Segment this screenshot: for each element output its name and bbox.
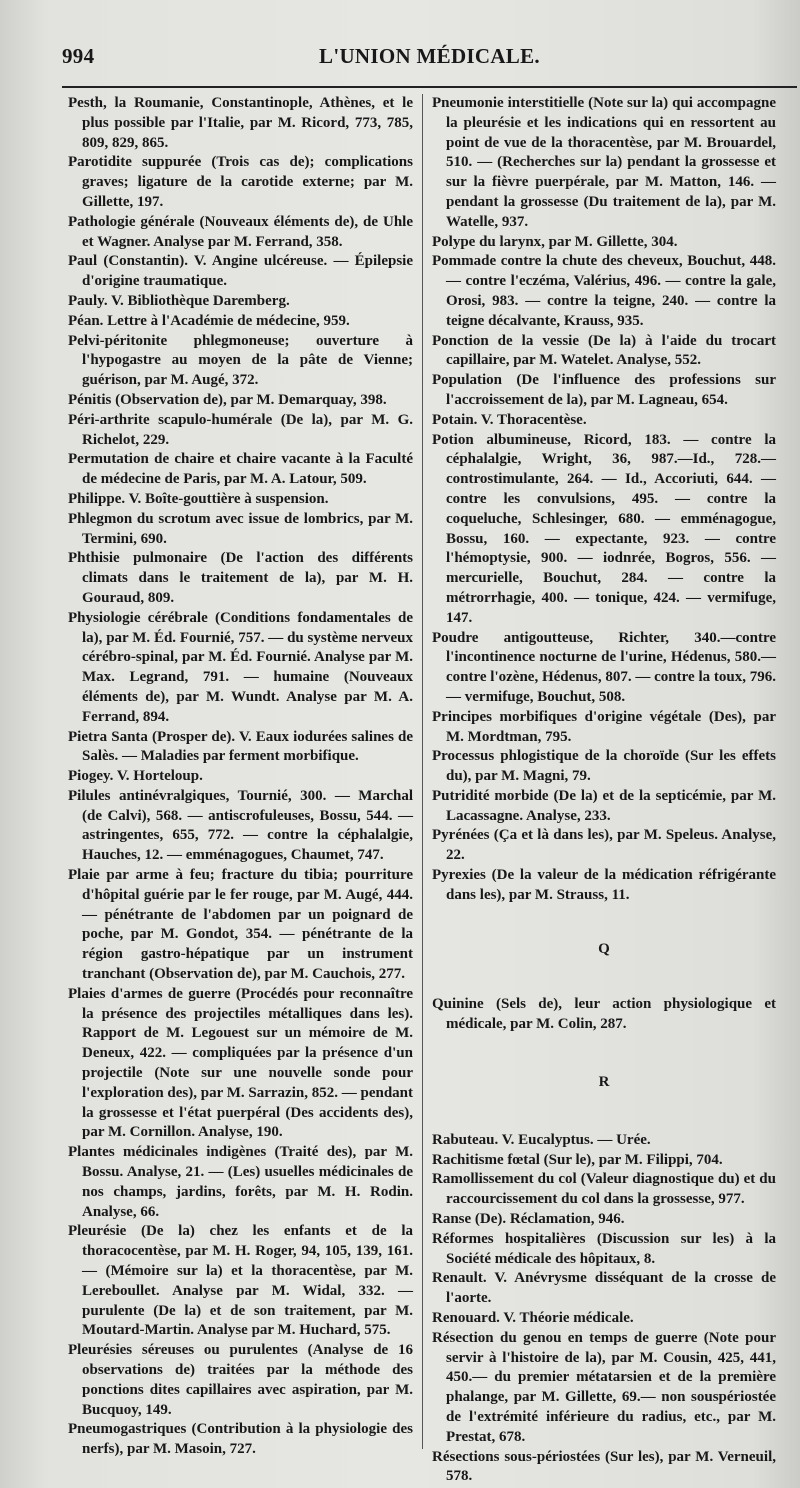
right-column xyxy=(432,94,776,1487)
index-entry: Pelvi-péritonite phlegmoneuse; ouverture à l'hypogastre au moyen de la pâte de Vienne; guérison, par M. Augé, 372. xyxy=(68,332,413,389)
index-entry: Potain. V. Thoracentèse. xyxy=(432,411,587,428)
index-entry: Réformes hospitalières (Discussion sur les) à la Société médicale des hôpitaux, 8. xyxy=(432,1230,776,1267)
index-entry: Résections sous-périostées (Sur les), par M. Verneuil, 578. xyxy=(432,1448,776,1485)
index-entry: Quinine (Sels de), leur action physiologique et médicale, par M. Colin, 287. xyxy=(432,996,776,1033)
page-number: 994 xyxy=(62,44,95,68)
index-entry: Piogey. V. Horteloup. xyxy=(68,768,203,785)
journal-title: L'UNION MÉDICALE. xyxy=(319,44,540,68)
index-entry: Pénitis (Observation de), par M. Demarquay, 398. xyxy=(68,391,387,408)
index-entry: Paul (Constantin). V. Angine ulcéreuse. — Épilepsie d'origine traumatique. xyxy=(68,253,413,290)
index-entry: Pyrexies (De la valeur de la médication réfrigérante dans les), par M. Strauss, 11. xyxy=(432,867,776,903)
index-entry: Rabuteau. V. Eucalyptus. — Urée. xyxy=(432,1131,651,1148)
index-entry: Phlegmon du scrotum avec issue de lombrics, par M. Termini, 690. xyxy=(68,510,413,547)
index-entry: Parotidite suppurée (Trois cas de); complications graves; ligature de la carotide externe; par M. Gillette, 197. xyxy=(68,154,413,210)
index-entry: Pneumogastriques (Contribution à la physiologie des nerfs), par M. Masoin, 727. xyxy=(68,1421,413,1458)
index-entry: Ramollissement du col (Valeur diagnostique du) et du raccourcissement du col dans la grossesse, 977. xyxy=(432,1171,776,1208)
index-entry: Plaie par arme à feu; fracture du tibia; pourriture d'hôpital guérie par le fer rouge, par M. Augé, 444. — pénétrante de l'abdomen par un poignard de poche, par M. Gondot, 354. — pénétrante de la région gastro-hépatique par un instrument tranchant (Observation de), par M. Cauchois, 277. xyxy=(68,867,413,983)
index-entry: Renouard. V. Théorie médicale. xyxy=(432,1310,634,1327)
index-entry: Putridité morbide (De la) et de la septicémie, par M. Lacassagne. Analyse, 233. xyxy=(432,787,776,824)
index-entry: Physiologie cérébrale (Conditions fondamentales de la), par M. Éd. Fournié, 757. — du système nerveux cérébro-spinal, par M. Éd. Fournié. Analyse par M. Max. Legrand, 791. — humaine (Nouveaux éléments de), par M. Wundt. Analyse par M. A. Ferrand, 894. xyxy=(68,609,413,725)
index-entry: Plaies d'armes de guerre (Procédés pour reconnaître la présence des projectiles métalliques dans les). Rapport de M. Legouest sur un mémoire de M. Deneux, 422. — compliquées par la présence d'un projectile (Note sur une nouvelle sonde pour l'exploration des), par M. Sarrazin, 852. — pendant la grossesse et l'état puerpéral (Des accidents des), par M. Cornillon. Analyse, 190. xyxy=(68,985,413,1141)
index-entry: Pilules antinévralgiques, Tournié, 300. — Marchal (de Calvi), 568. — antiscrofuleuses, Bossu, 544. — astringentes, 655, 772. — contre la céphalalgie, Hauches, 12. — emménagogues, Chaumet, 747. xyxy=(68,787,413,864)
header-rule xyxy=(62,86,797,88)
left-column xyxy=(68,94,413,1460)
index-entry: Pathologie générale (Nouveaux éléments de), de Uhle et Wagner. Analyse par M. Ferrand, 358. xyxy=(68,213,413,250)
index-entry: Principes morbifiques d'origine végétale (Des), par M. Mordtman, 795. xyxy=(432,708,776,745)
index-entry: Péan. Lettre à l'Académie de médecine, 959. xyxy=(68,312,350,329)
index-entry: Pneumonie interstitielle (Note sur la) qui accompagne la pleurésie et les indications qui en ressortent au point de vue de la thoracentèse, par M. Brouardel, 510. — (Recherches sur la) pendant la grossesse et sur la fièvre puerpérale, par M. Matton, 146. — pendant la grossesse (Du traitement de la), par M. Watelle, 937. xyxy=(432,95,776,230)
index-entry: Polype du larynx, par M. Gillette, 304. xyxy=(432,233,678,250)
section-p-entries xyxy=(432,94,776,906)
index-entry: Pleurésie (De la) chez les enfants et de la thoracocentèse, par M. H. Roger, 94, 105, 139, 161. — (Mémoire sur la) et la thoracentèse, par M. Lereboullet. Analyse par M. Widal, 332. — purulente (De la) et de son traitement, par M. Moutard-Martin. Analyse par M. Huchard, 575. xyxy=(68,1223,413,1339)
index-entry: Pauly. V. Bibliothèque Daremberg. xyxy=(68,292,290,309)
index-entry: Philippe. V. Boîte-gouttière à suspension. xyxy=(68,490,329,507)
index-entry: Phthisie pulmonaire (De l'action des différents climats dans le traitement de la), par M. H. Gouraud, 809. xyxy=(68,550,413,606)
index-entry: Ponction de la vessie (De la) à l'aide du trocart capillaire, par M. Watelet. Analyse, 552. xyxy=(432,332,776,369)
index-entry: Pyrénées (Ça et là dans les), par M. Speleus. Analyse, 22. xyxy=(432,827,776,864)
index-entry: Résection du genou en temps de guerre (Note pour servir à l'histoire de la), par M. Cousin, 425, 441, 450.— du premier métatarsien et de la première phalange, par M. Gillette, 69.— non souspériostée de l'extrémité inférieure du radius, etc., par M. Prestat, 678. xyxy=(432,1329,776,1445)
index-entry: Pommade contre la chute des cheveux, Bouchut, 448. — contre l'eczéma, Valérius, 496. — contre la gale, Orosi, 983. — contre la teigne, 240. — contre la teigne décalvante, Krauss, 935. xyxy=(432,253,776,329)
index-entry: Processus phlogistique de la choroïde (Sur les effets du), par M. Magni, 79. xyxy=(432,748,776,785)
section-q-entries xyxy=(432,995,776,1035)
index-entry: Potion albumineuse, Ricord, 183. — contre la céphalalgie, Wright, 36, 987.—Id., 728.— controstimulante, 264. — Id., Accoriuti, 644. — contre les convulsions, 495. — contre la coqueluche, Schlesinger, 680. — emménagogue, Bossu, 160. — expectante, 923. — contre l'hémoptysie, 900. — iodnrée, Bogros, 556. — mercurielle, Bouchut, 284. — contre la métrorrhagie, 400. — tonique, 424. — vermifuge, 147. xyxy=(432,431,776,626)
index-entry: Permutation de chaire et chaire vacante à la Faculté de médecine de Paris, par M. A. Latour, 509. xyxy=(68,451,413,488)
index-entry: Pietra Santa (Prosper de). V. Eaux iodurées salines de Salès. — Maladies par ferment morbifique. xyxy=(68,728,413,765)
column-divider xyxy=(422,94,423,1449)
index-entry: Population (De l'influence des professions sur l'accroissement de la), par M. Lagneau, 654. xyxy=(432,372,776,408)
index-entry: Poudre antigoutteuse, Richter, 340.—contre l'incontinence nocturne de l'urine, Hédenus, 580.—contre l'ozène, Hédenus, 807. — contre la toux, 796. — vermifuge, Bouchut, 508. xyxy=(432,629,776,705)
index-entry: Plantes médicinales indigènes (Traité des), par M. Bossu. Analyse, 21. — (Les) usuelles médicinales de nos champs, jardins, forêts, par M. H. Rodin. Analyse, 66. xyxy=(68,1144,413,1220)
section-letter-q: Q xyxy=(598,940,610,957)
index-entry: Renault. V. Anévrysme disséquant de la crosse de l'aorte. xyxy=(432,1270,776,1307)
page-header xyxy=(62,44,797,74)
index-entry: Rachitisme fœtal (Sur le), par M. Filippi, 704. xyxy=(432,1151,723,1168)
index-entry: Pleurésies séreuses ou purulentes (Analyse de 16 observations de) traitées par la méthode des ponctions dites capillaires avec aspiration, par M. Bucquoy, 149. xyxy=(68,1342,413,1418)
section-r-entries xyxy=(432,1131,776,1487)
index-entry: Pesth, la Roumanie, Constantinople, Athènes, et le plus possible par l'Italie, par M. Ricord, 773, 785, 809, 829, 865. xyxy=(68,95,413,151)
index-entry: Péri-arthrite scapulo-humérale (De la), par M. G. Richelot, 229. xyxy=(68,411,413,448)
index-entry: Ranse (De). Réclamation, 946. xyxy=(432,1211,625,1228)
section-letter-r: R xyxy=(598,1074,610,1091)
